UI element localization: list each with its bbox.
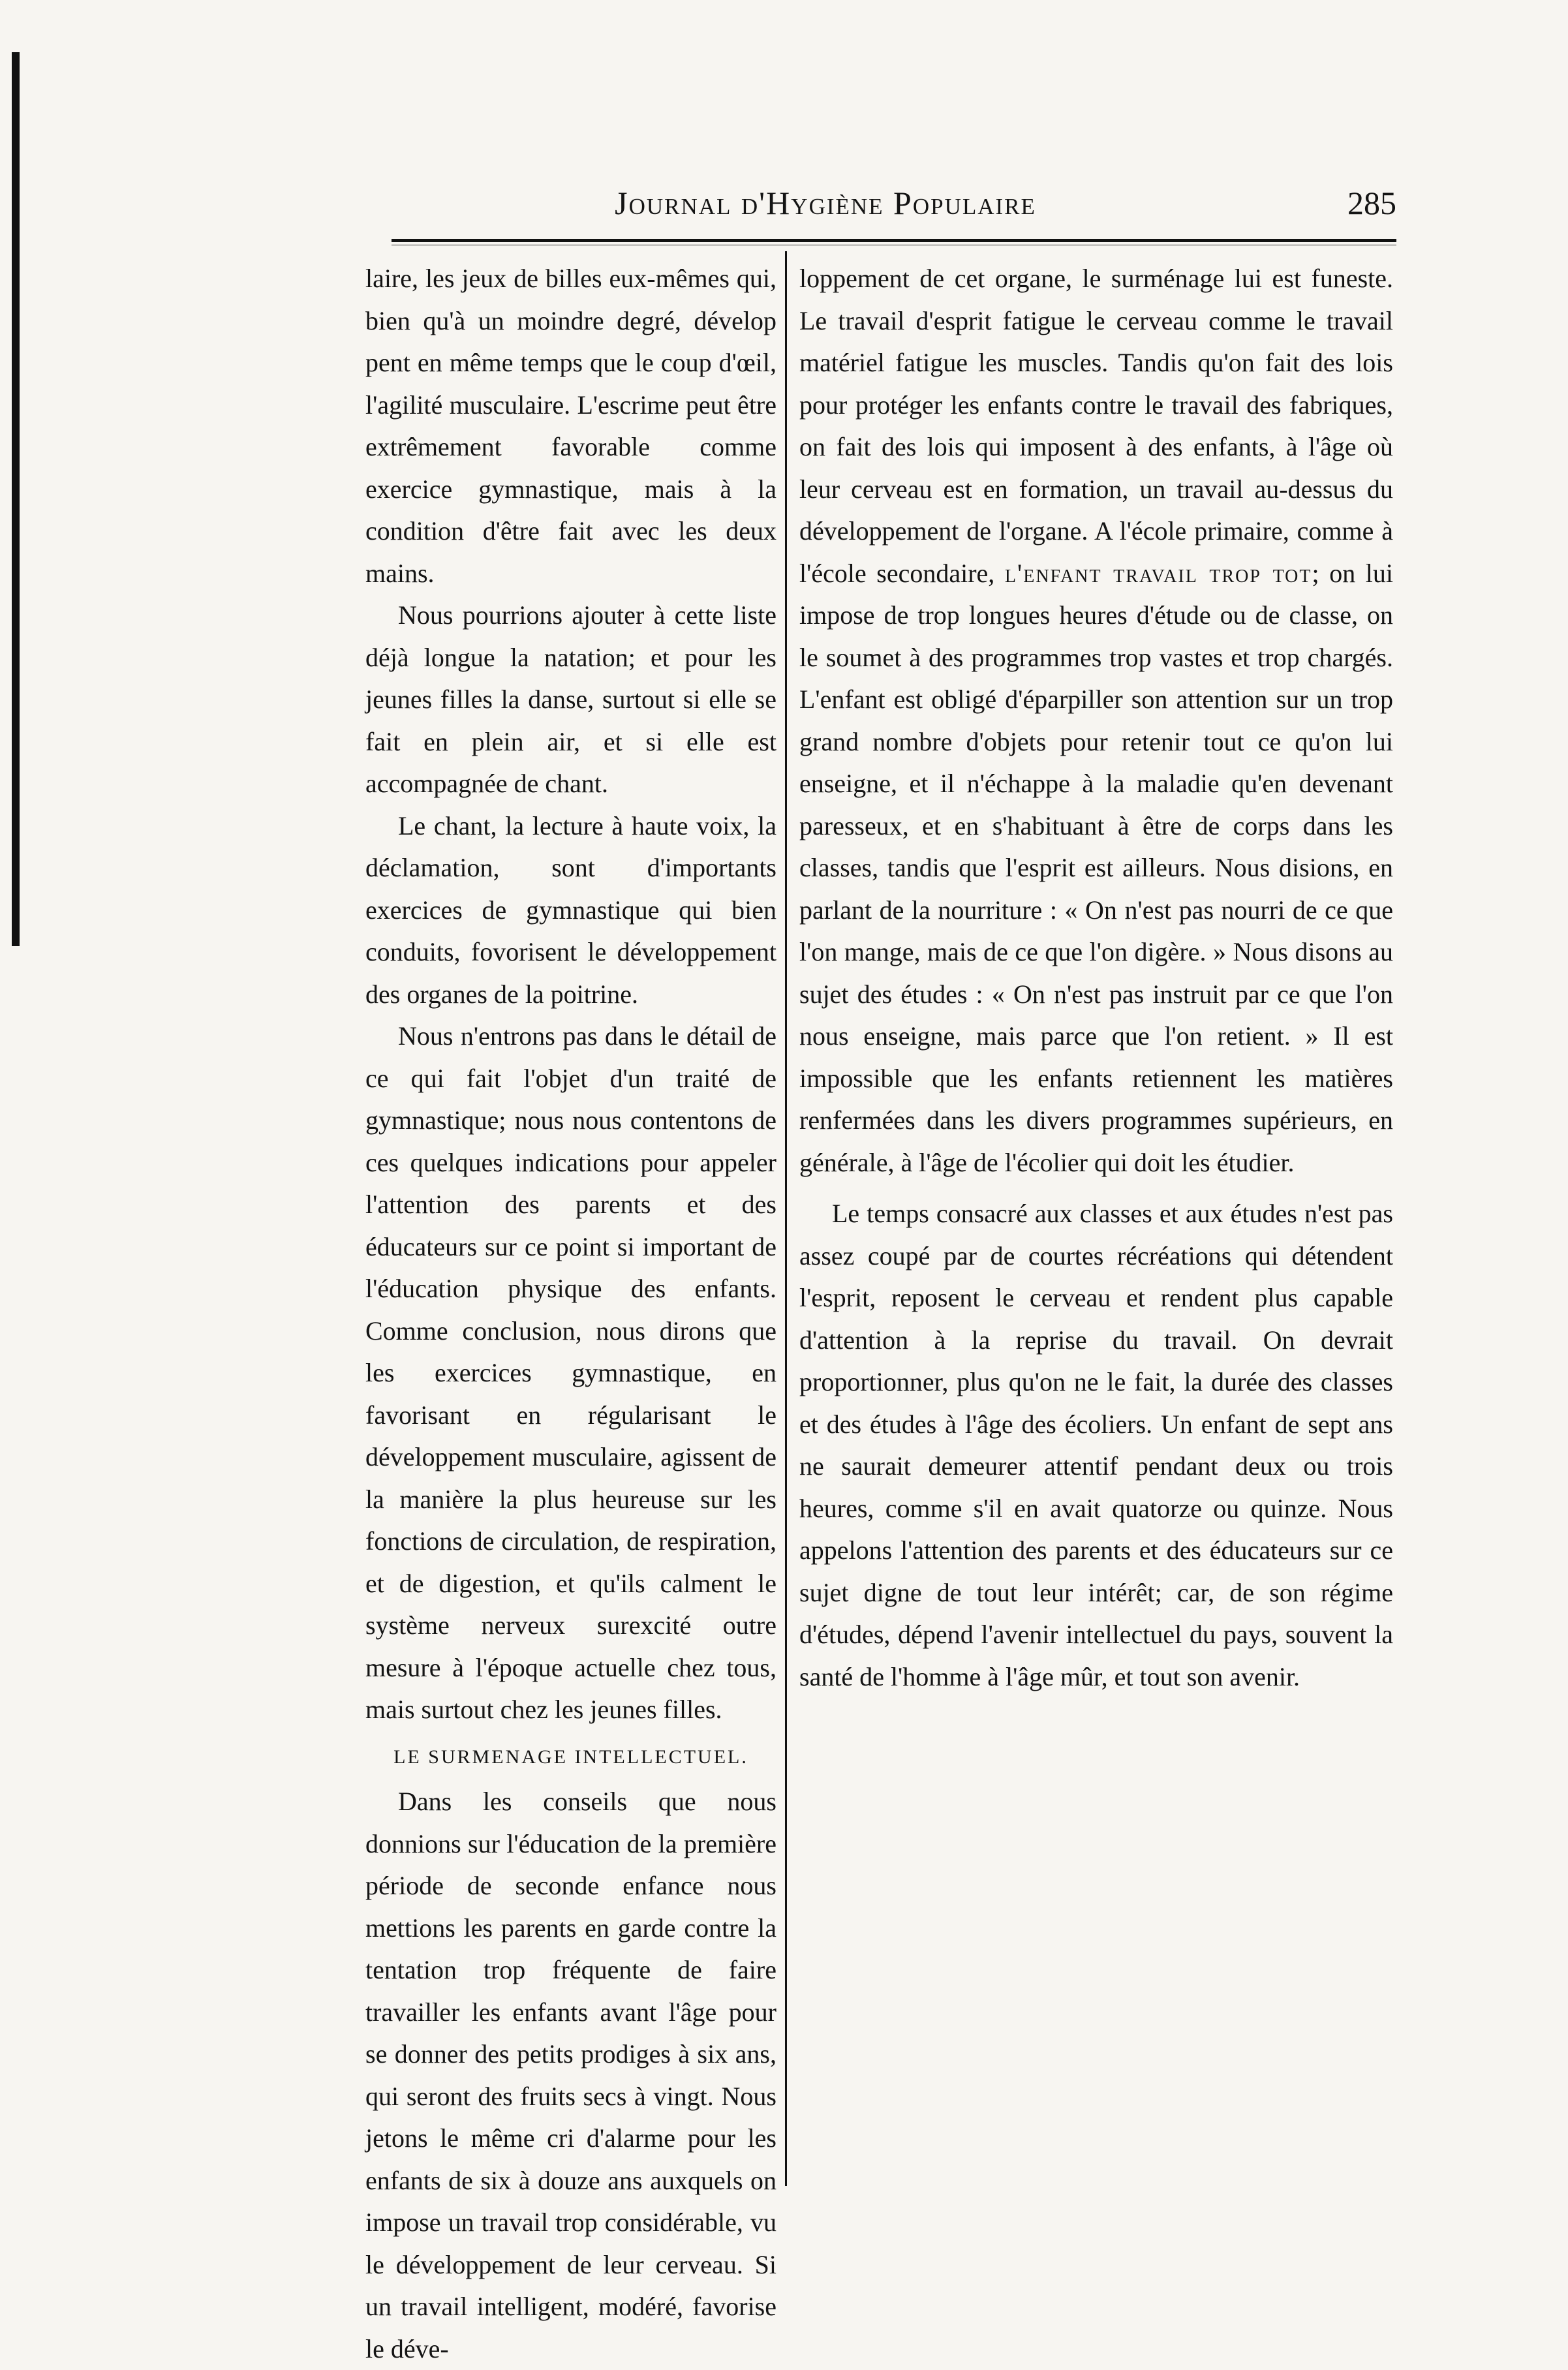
left-column	[365, 258, 776, 2370]
left-paragraph-3: Le chant, la lecture à haute voix, la déclamation, sont d'importants exercices de gymnastique qui bien conduits, fovorisent le développement des organes de la poitrine.	[365, 810, 776, 1009]
left-paragraph-4: Nous n'entrons pas dans le détail de ce qui fait l'objet d'un traité de gymnastique; nous nous contentons de ces quelques indications pour appeler l'attention des parents et des éducateurs sur ce point si important de l'éducation physique des enfants. Comme conclusion, nous dirons que les exercices gymnastique, en favorisant en régularisant le développement musculaire, agissent de la manière la plus heureuse sur les fonctions de circulation, de respiration, et de digestion, et qu'ils calment le système nerveux surexcité outre mesure à l'époque actuelle chez tous, mais surtout chez les jeunes filles.	[365, 1021, 776, 1724]
smallcaps-phrase: l'enfant travail trop tot	[1004, 558, 1312, 588]
right-column	[799, 258, 1393, 1698]
right-paragraph-2: Le temps consacré aux classes et aux études n'est pas assez coupé par de courtes récréations qui détendent l'esprit, reposent le cerveau et rendent plus capable d'attention à la reprise du travail. On devrait proportionner, plus qu'on ne le fait, la durée des classes et des études à l'âge des écoliers. Un enfant de sept ans ne saurait demeurer attentif pendant deux ou trois heures, comme s'il en avait quatorze ou quinze. Nous appelons l'attention des parents et des éducateurs sur ce sujet digne de tout leur intérêt; car, de son régime d'études, dépend l'avenir intellectuel du pays, souvent la santé de l'homme à l'âge mûr, et tout son avenir.	[799, 1199, 1393, 1691]
right-paragraph-1-end: ; on lui impose de trop longues heures d'étude ou de classe, on le soumet à des programmes trop vastes et trop chargés. L'enfant est obligé d'éparpiller son attention sur un trop grand nombre d'objets pour retenir tout ce qu'on lui enseigne, et il n'échappe à la maladie qu'en devenant paresseux, et en s'habituant à être de corps dans les classes, tandis que l'esprit est ailleurs. Nous disions, en parlant de la nourriture : « On n'est pas nourri de ce que l'on mange, mais de ce que l'on digère. » Nous disons au sujet des études : « On n'est pas instruit par ce que l'on nous enseigne, mais parce que l'on retient. » Il est impossible que les enfants retiennent les matières renfermées dans les divers programmes supérieurs, en générale, à l'âge de l'écolier qui doit les étudier.	[799, 558, 1394, 1177]
binding-edge-mark	[12, 52, 20, 946]
right-paragraph-1	[799, 258, 1393, 1184]
right-paragraph-1-start: loppement de cet organe, le surménage lui est funeste. Le travail d'esprit fatigue le cerveau comme le travail matériel fatigue les muscles. Tandis qu'on fait des lois pour protéger les enfants contre le travail des fabriques, on fait des lois qui imposent à des enfants, à l'âge où leur cerveau est en formation, un travail au-dessus du développement de l'organe. A l'école primaire, comme à l'école secondaire,	[799, 264, 1393, 588]
header-rule	[392, 239, 1396, 242]
left-paragraph-1: laire, les jeux de billes eux-mêmes qui, bien qu'à un moindre degré, dévelop pent en même temps que le coup d'œil, l'agilité musculaire. L'escrime peut être extrêmement favorable comme exercice gymnastique, mais à la condition d'être fait avec les deux mains.	[365, 264, 776, 588]
column-divider	[785, 251, 787, 2186]
section-heading: LE SURMENAGE INTELLECTUEL.	[393, 1746, 748, 1768]
left-paragraph-2: Nous pourrions ajouter à cette liste déjà longue la natation; et pour les jeunes filles la danse, surtout si elle se fait en plein air, et si elle est accompagnée de chant.	[365, 600, 776, 798]
left-paragraph-5: Dans les conseils que nous donnions sur l'éducation de la première période de seconde enfance nous mettions les parents en garde contre la tentation trop fréquente de faire travailler les enfants avant l'âge pour se donner des petits prodiges à six ans, qui seront des fruits secs à vingt. Nous jetons le même cri d'alarme pour les enfants de six à douze ans auxquels on impose un travail trop considérable, vu le développement de leur cerveau. Si un travail intelligent, modéré, favorise le déve-	[365, 1787, 776, 2363]
page-header	[385, 184, 1396, 236]
page-number: 285	[1347, 185, 1396, 221]
running-head: Journal d'Hygiène Populaire	[615, 185, 1036, 221]
